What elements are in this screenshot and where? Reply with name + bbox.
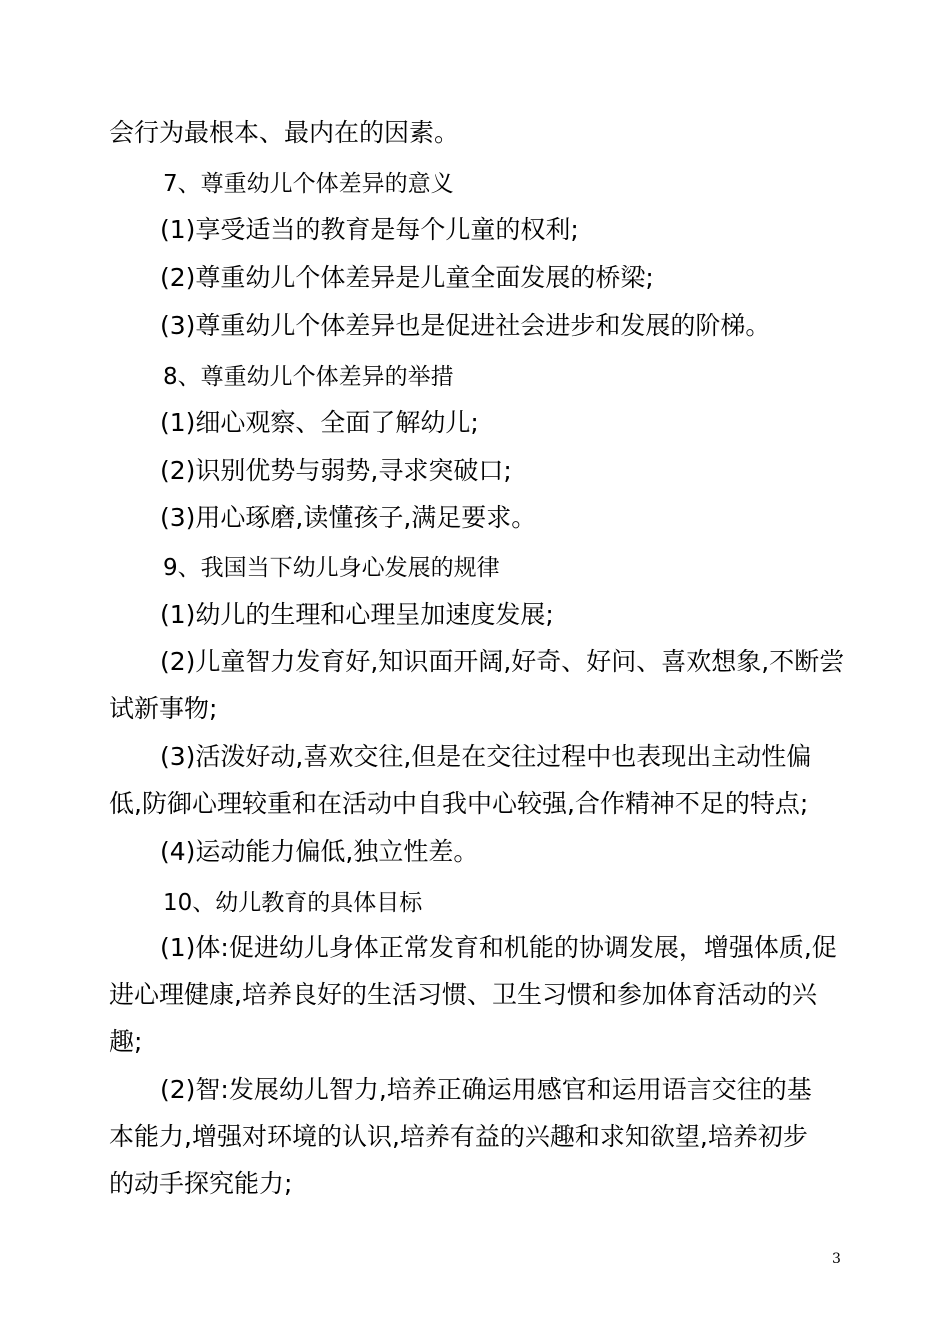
section-7-item-3: (3)尊重幼儿个体差异也是促进社会进步和发展的阶梯。 xyxy=(160,311,771,340)
section-10-heading: 10、幼儿教育的具体目标 xyxy=(163,890,423,916)
paragraph-continuation: 会行为最根本、最内在的因素。 xyxy=(109,118,460,147)
page-number: 3 xyxy=(832,1251,841,1267)
section-9-item-3-line-1: (3)活泼好动,喜欢交往,但是在交往过程中也表现出主动性偏 xyxy=(160,742,812,771)
section-10-item-1-line-1: (1)体:促进幼儿身体正常发育和机能的协调发展，增强体质,促 xyxy=(160,933,837,962)
section-10-item-2-line-3: 的动手探究能力; xyxy=(109,1169,293,1198)
section-9-item-1: (1)幼儿的生理和心理呈加速度发展; xyxy=(160,600,554,629)
section-9-item-2-line-2: 试新事物; xyxy=(109,694,218,723)
section-9-item-2-line-1: (2)儿童智力发育好,知识面开阔,好奇、好问、喜欢想象,不断尝 xyxy=(160,647,845,676)
section-7-item-2: (2)尊重幼儿个体差异是儿童全面发展的桥梁; xyxy=(160,263,654,292)
section-7-heading: 7、尊重幼儿个体差异的意义 xyxy=(163,171,454,197)
section-8-heading: 8、尊重幼儿个体差异的举措 xyxy=(163,364,454,390)
section-10-item-1-line-3: 趣; xyxy=(109,1027,143,1056)
section-9-item-3-line-2: 低,防御心理较重和在活动中自我中心较强,合作精神不足的特点; xyxy=(109,789,809,818)
section-10-item-1-line-2: 进心理健康,培养良好的生活习惯、卫生习惯和参加体育活动的兴 xyxy=(109,980,817,1009)
section-10-item-2-line-2: 本能力,增强对环境的认识,培养有益的兴趣和求知欲望,培养初步 xyxy=(109,1122,808,1151)
section-7-item-1: (1)享受适当的教育是每个儿童的权利; xyxy=(160,215,579,244)
section-10-item-2-line-1: (2)智:发展幼儿智力,培养正确运用感官和运用语言交往的基 xyxy=(160,1075,812,1104)
section-8-item-1: (1)细心观察、全面了解幼儿; xyxy=(160,408,479,437)
section-8-item-3: (3)用心琢磨,读懂孩子,满足要求。 xyxy=(160,503,537,532)
section-9-heading: 9、我国当下幼儿身心发展的规律 xyxy=(163,555,500,581)
section-9-item-4: (4)运动能力偏低,独立性差。 xyxy=(160,837,479,866)
section-8-item-2: (2)识别优势与弱势,寻求突破口; xyxy=(160,456,512,485)
